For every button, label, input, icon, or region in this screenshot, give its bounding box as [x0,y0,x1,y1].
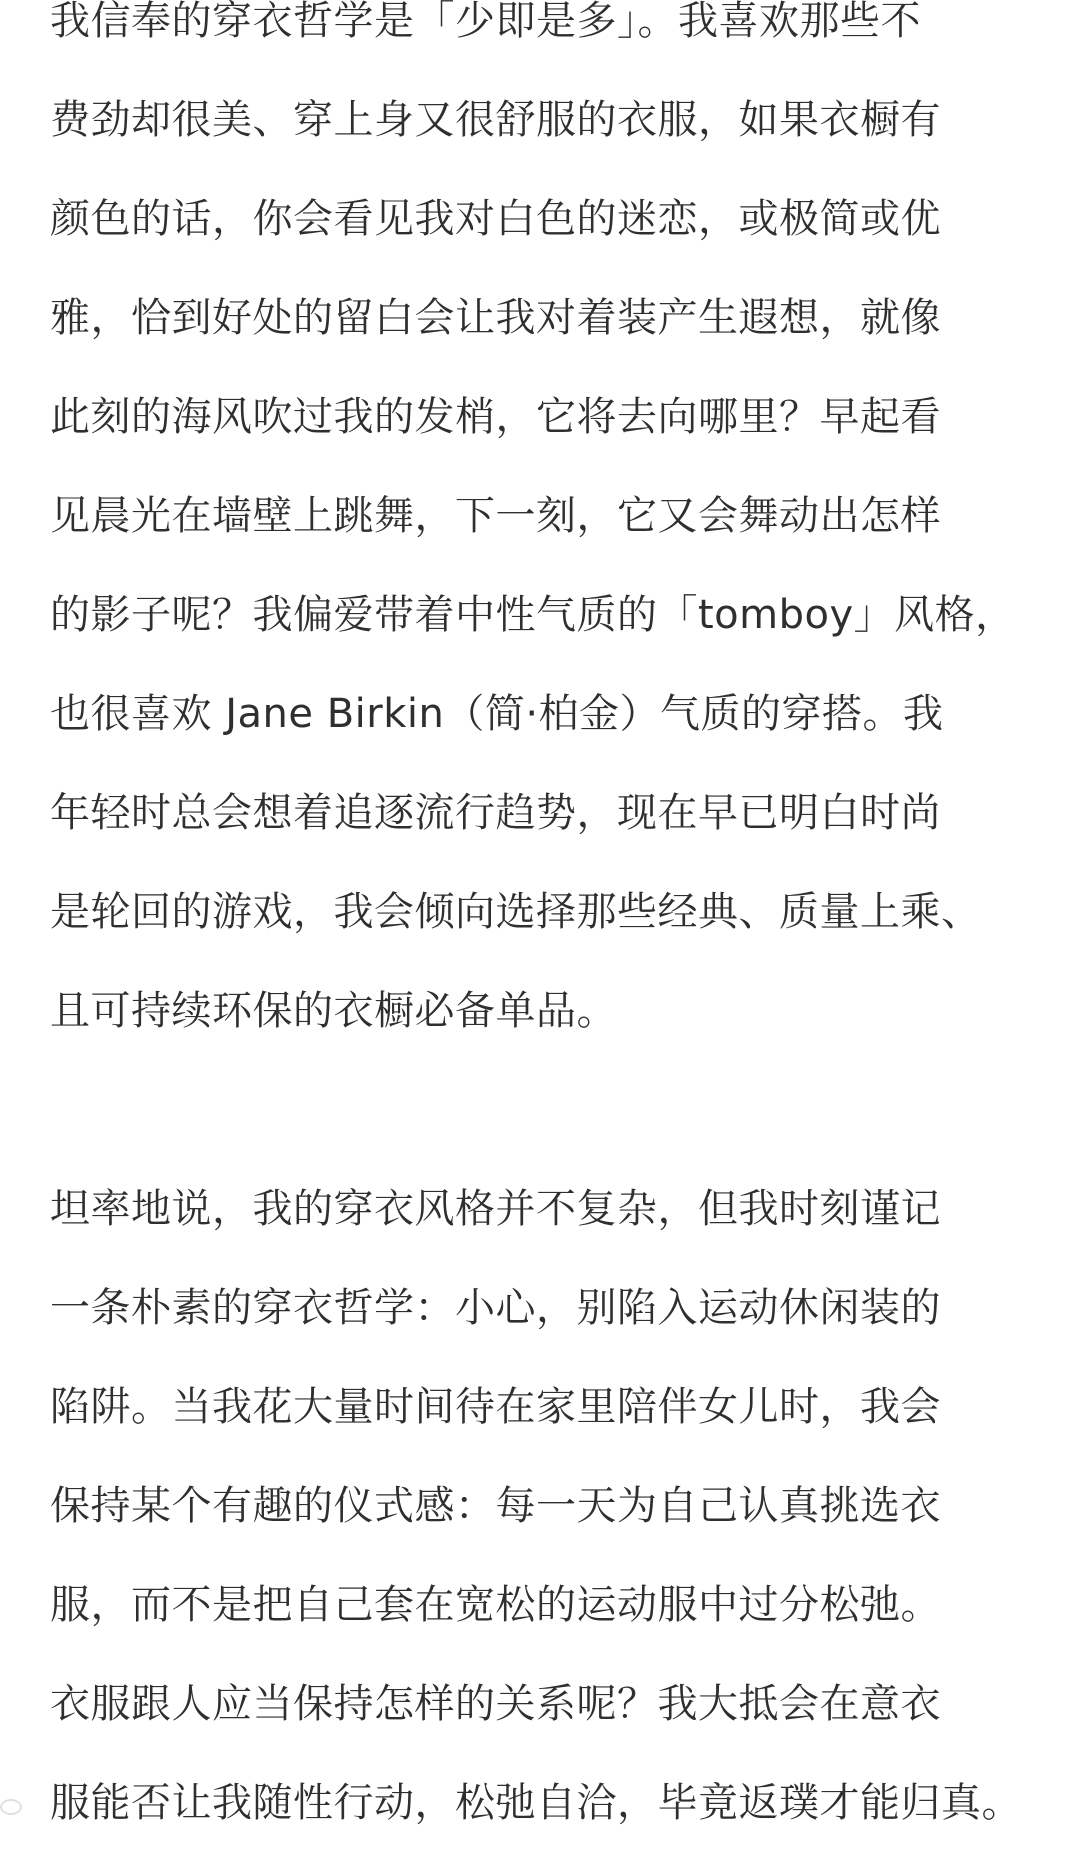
paragraph-line: 服能否让我随性行动，松弛自洽，毕竟返璞才能归真。 [50,1780,1022,1826]
paragraph-line: 服，而不是把自己套在宽松的运动服中过分松弛。 [50,1582,941,1628]
paragraph-line: 的影子呢？我偏爱带着中性气质的「tomboy」风格， [50,592,1016,638]
paragraph-line: 保持某个有趣的仪式感：每一天为自己认真挑选衣 [50,1483,941,1529]
paragraph-2 [50,1160,1030,1853]
corner-watermark [0,1795,22,1819]
paragraph-line: 陷阱。当我花大量时间待在家里陪伴女儿时，我会 [50,1384,941,1430]
watermark-logo-icon [0,1799,22,1815]
paragraph-line: 一条朴素的穿衣哲学：小心，别陷入运动休闲装的 [50,1285,941,1331]
paragraph-line: 年轻时总会想着追逐流行趋势，现在早已明白时尚 [50,790,941,836]
paragraph-line: 此刻的海风吹过我的发梢，它将去向哪里？早起看 [50,394,941,440]
paragraph-line: 颜色的话，你会看见我对白色的迷恋，或极简或优 [50,196,941,242]
paragraph-line: 也很喜欢 Jane Birkin（简·柏金）气质的穿搭。我 [50,691,944,737]
paragraph-line: 费劲却很美、穿上身又很舒服的衣服，如果衣橱有 [50,97,941,143]
paragraph-line: 且可持续环保的衣橱必备单品。 [50,988,617,1034]
paragraph-line: 是轮回的游戏，我会倾向选择那些经典、质量上乘、 [50,889,982,935]
paragraph-line: 我信奉的穿衣哲学是「少即是多」。我喜欢那些不 [50,0,921,44]
article-body [50,0,1030,1853]
paragraph-line: 坦率地说，我的穿衣风格并不复杂，但我时刻谨记 [50,1186,941,1232]
paragraph-1 [50,0,1030,1061]
paragraph-line: 衣服跟人应当保持怎样的关系呢？我大抵会在意衣 [50,1681,941,1727]
paragraph-line: 雅，恰到好处的留白会让我对着装产生遐想，就像 [50,295,941,341]
paragraph-spacer [50,1061,1030,1160]
paragraph-line: 见晨光在墙壁上跳舞，下一刻，它又会舞动出怎样 [50,493,941,539]
